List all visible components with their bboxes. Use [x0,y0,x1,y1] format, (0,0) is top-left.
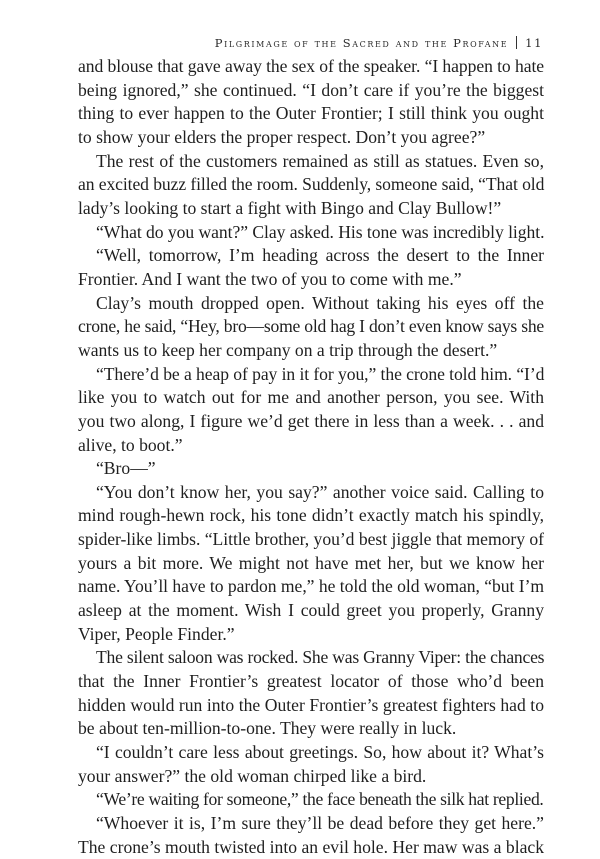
paragraph [78,812,544,859]
text-line: “We’re waiting for someone,” the face beneath the silk hat replied. [96,789,544,810]
text-line: “There’d be a heap of pay in it for you,” the crone told him. “I’d [96,363,545,384]
text-line: The crone’s mouth twisted into an evil hole. Her maw was a black [78,836,544,857]
text-line: The silent saloon was rocked. She was Granny Viper: the chances [96,647,545,668]
text-line: “Bro—” [96,458,156,479]
paragraph [78,292,544,363]
page-number: 11 [525,36,543,50]
body-text [78,55,544,859]
text-line: that the Inner Frontier’s greatest locator of those who’d been [78,671,544,692]
text-line: “I couldn’t care less about greetings. So, how about it? What’s [96,742,544,763]
text-line: name. You’ll have to pardon me,” he told the old woman, “but I’m [78,576,545,597]
text-line: “Whoever it is, I’m sure they’ll be dead before they get here.” [96,813,544,833]
paragraph [78,646,544,741]
text-line: yours a bit more. We might not have met her, but we know her [78,552,544,573]
text-line: lady’s looking to start a fight with Bingo and Clay Bullow!” [78,197,502,218]
text-line: “What do you want?” Clay asked. His tone was incredibly light. [96,221,545,242]
paragraph [78,150,544,221]
text-line: “Well, tomorrow, I’m heading across the desert to the Inner [96,245,544,266]
text-line: spider-like limbs. “Little brother, you’d best jiggle that memory of [78,529,544,550]
text-line: mind rough-hewn rock, his tone didn’t exactly match his spindly, [78,505,544,526]
text-line: being ignored,” she continued. “I don’t care if you’re the biggest [78,79,544,100]
text-line: and blouse that gave away the sex of the speaker. “I happen to hate [78,56,544,76]
paragraph [78,221,544,245]
paragraph [78,457,544,481]
text-line: The rest of the customers remained as still as statues. Even so, [96,150,544,171]
running-title: Pilgrimage of the Sacred and the Profane [214,36,509,50]
text-line: thing to ever happen to the Outer Frontier; I still think you ought [78,103,544,124]
text-line: be about ten-million-to-one. They were really in luck. [78,718,457,739]
paragraph [78,481,544,647]
text-line: hidden would run into the Outer Frontier’s greatest fighters had to [78,694,544,715]
text-line: alive, to boot.” [78,434,183,455]
paragraph [78,788,544,812]
text-line: you two along, I figure we’d get there in less than a week. . . and [78,410,544,431]
text-line: your answer?” the old woman chirped like a bird. [78,765,427,786]
text-line: Frontier. And I want the two of you to come with me.” [78,268,462,289]
text-line: Clay’s mouth dropped open. Without taking his eyes off the [96,292,544,313]
paragraph [78,363,544,458]
text-line: to show your elders the proper respect. Don’t you agree?” [78,126,486,147]
paragraph [78,741,544,788]
header-divider [516,36,517,49]
text-line: an excited buzz filled the room. Suddenly, someone said, “That old [78,174,545,195]
text-line: “You don’t know her, you say?” another voice said. Calling to [96,481,544,502]
text-line: asleep at the moment. Wish I could greet you properly, Granny [78,600,544,621]
paragraph [78,55,544,150]
running-header [215,36,543,50]
text-line: wants us to keep her company on a trip through the desert.” [78,339,498,360]
paragraph [78,244,544,291]
text-line: like you to watch out for me and another person, you see. With [78,387,544,408]
text-line: Viper, People Finder.” [78,623,235,644]
text-line: crone, he said, “Hey, bro—some old hag I don’t even know says she [78,316,544,337]
